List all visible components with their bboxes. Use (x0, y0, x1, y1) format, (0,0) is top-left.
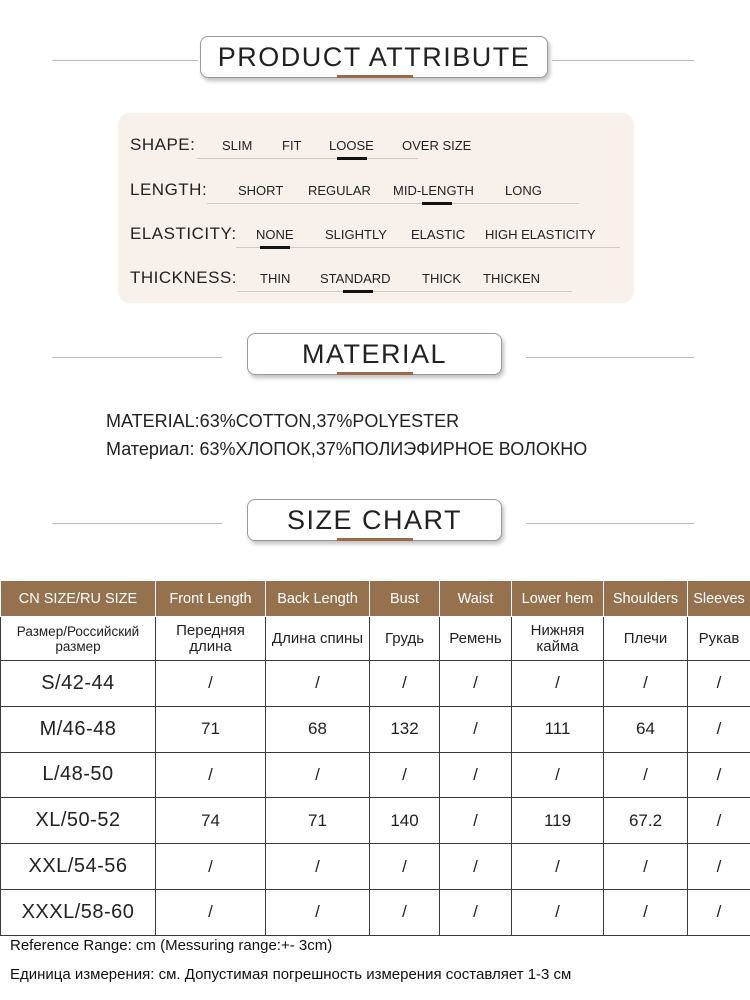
material-text-ru: Материал: 63%ХЛОПОК,37%ПОЛИЭФИРНОЕ ВОЛОКНО (106, 439, 588, 459)
attribute-baseline (237, 291, 572, 292)
title-underline (337, 538, 413, 541)
title-underline (337, 75, 413, 78)
table-row (1, 798, 750, 844)
measurement-cell: / (266, 752, 370, 798)
measurement-cell: 64 (604, 706, 688, 752)
measurement-cell: / (156, 844, 266, 890)
measurement-cell: / (688, 798, 750, 844)
measurement-cell: / (440, 844, 512, 890)
measurement-cell: / (440, 798, 512, 844)
size-label-cell: S/42-44 (1, 661, 156, 707)
measurement-cell: 111 (512, 706, 604, 752)
measurement-cell: 68 (266, 706, 370, 752)
attribute-row-thickness (118, 256, 634, 292)
column-header: CN SIZE/RU SIZE (1, 581, 156, 617)
measurement-cell: / (370, 889, 440, 935)
column-header-ru: Размер/Российский размер (1, 617, 156, 661)
measurement-cell: / (440, 752, 512, 798)
measurement-cell: / (266, 844, 370, 890)
header-rule-left (52, 60, 198, 61)
size-label-cell: XL/50-52 (1, 798, 156, 844)
measurement-cell: 132 (370, 706, 440, 752)
column-header-ru: Длина спины (266, 617, 370, 661)
size-label-cell: L/48-50 (1, 752, 156, 798)
title-underline (337, 372, 413, 375)
attribute-label: LENGTH: (130, 180, 208, 199)
selected-option-marker (422, 202, 452, 205)
header-rule-right (526, 357, 694, 358)
attribute-panel (118, 113, 634, 303)
measurement-cell: / (370, 752, 440, 798)
measurement-cell: / (688, 844, 750, 890)
measurement-cell: / (370, 661, 440, 707)
measurement-cell: / (156, 752, 266, 798)
section-title-attribute: PRODUCT ATTRIBUTE (200, 36, 548, 78)
column-header-ru: Грудь (370, 617, 440, 661)
measurement-cell: / (688, 706, 750, 752)
measurement-cell: 119 (512, 798, 604, 844)
attribute-option: REGULAR (308, 183, 371, 198)
attribute-option: LOOSE (329, 138, 374, 153)
measurement-cell: / (604, 889, 688, 935)
attribute-baseline (207, 203, 579, 204)
column-header: Waist (440, 581, 512, 617)
column-header-ru: Плечи (604, 617, 688, 661)
measurement-cell: / (156, 889, 266, 935)
measurement-cell: / (440, 661, 512, 707)
section-title-size-chart: SIZE CHART (247, 499, 502, 541)
measurement-cell: 71 (156, 706, 266, 752)
header-row-en (1, 581, 750, 617)
attribute-option: STANDARD (320, 271, 391, 286)
measurement-cell: 67.2 (604, 798, 688, 844)
attribute-row-shape (118, 123, 634, 159)
size-label-cell: XXL/54-56 (1, 844, 156, 890)
attribute-option: OVER SIZE (402, 138, 472, 153)
measurement-cell: / (266, 889, 370, 935)
material-text-en: MATERIAL:63%COTTON,37%POLYESTER (106, 411, 460, 431)
attribute-label: ELASTICITY: (130, 224, 237, 243)
table-row (1, 661, 750, 707)
attribute-label: THICKNESS: (130, 268, 238, 287)
table-row (1, 889, 750, 935)
size-chart-header (0, 499, 750, 549)
section-title-material: MATERIAL (247, 333, 502, 375)
material-header (0, 333, 750, 383)
product-attribute-header (0, 36, 750, 86)
attribute-option: THICK (422, 271, 461, 286)
attribute-label: SHAPE: (130, 135, 196, 154)
column-header-ru: Рукав (688, 617, 750, 661)
measurement-cell: 74 (156, 798, 266, 844)
measurement-cell: / (512, 752, 604, 798)
table-row (1, 752, 750, 798)
reference-note-ru: Единица измерения: см. Допустимая погрешность измерения составляет 1-3 см (10, 966, 572, 983)
measurement-cell: / (688, 661, 750, 707)
attribute-option: THICKEN (483, 271, 541, 286)
header-rule-right (526, 523, 694, 524)
measurement-cell: 140 (370, 798, 440, 844)
attribute-option: LONG (505, 183, 542, 198)
size-label-cell: XXXL/58-60 (1, 889, 156, 935)
attribute-option: MID-LENGTH (393, 183, 474, 198)
column-header-ru: Ремень (440, 617, 512, 661)
measurement-cell: / (604, 752, 688, 798)
attribute-option: SLIGHTLY (325, 227, 387, 242)
column-header: Lower hem (512, 581, 604, 617)
column-header: Sleeves (688, 581, 750, 617)
measurement-cell: / (688, 889, 750, 935)
selected-option-marker (260, 246, 290, 249)
attribute-option: NONE (256, 227, 294, 242)
table-row (1, 706, 750, 752)
attribute-option: HIGH ELASTICITY (485, 227, 596, 242)
header-rule-left (52, 357, 222, 358)
selected-option-marker (343, 290, 373, 293)
column-header: Shoulders (604, 581, 688, 617)
attribute-option: THIN (260, 271, 291, 286)
measurement-cell: / (688, 752, 750, 798)
attribute-row-elasticity (118, 212, 634, 248)
header-rule-right (552, 60, 694, 61)
measurement-cell: / (512, 661, 604, 707)
size-label-cell: M/46-48 (1, 706, 156, 752)
column-header: Back Length (266, 581, 370, 617)
measurement-cell: 71 (266, 798, 370, 844)
size-chart-table (0, 580, 750, 936)
selected-option-marker (337, 157, 367, 160)
header-rule-left (52, 523, 222, 524)
measurement-cell: / (370, 844, 440, 890)
measurement-cell: / (440, 706, 512, 752)
column-header: Front Length (156, 581, 266, 617)
measurement-cell: / (604, 661, 688, 707)
measurement-cell: / (604, 844, 688, 890)
measurement-cell: / (512, 889, 604, 935)
column-header: Bust (370, 581, 440, 617)
table-row (1, 844, 750, 890)
column-header-ru: Нижняя кайма (512, 617, 604, 661)
measurement-cell: / (440, 889, 512, 935)
attribute-option: ELASTIC (411, 227, 466, 242)
attribute-baseline (236, 247, 620, 248)
attribute-option: FIT (282, 138, 302, 153)
attribute-row-length (118, 168, 634, 204)
attribute-option: SHORT (238, 183, 284, 198)
reference-note-en: Reference Range: cm (Messuring range:+- 3cm) (10, 937, 333, 954)
header-row-ru (1, 617, 750, 661)
measurement-cell: / (512, 844, 604, 890)
attribute-baseline (197, 158, 418, 159)
column-header-ru: Передняя длина (156, 617, 266, 661)
measurement-cell: / (156, 661, 266, 707)
measurement-cell: / (266, 661, 370, 707)
attribute-option: SLIM (222, 138, 253, 153)
